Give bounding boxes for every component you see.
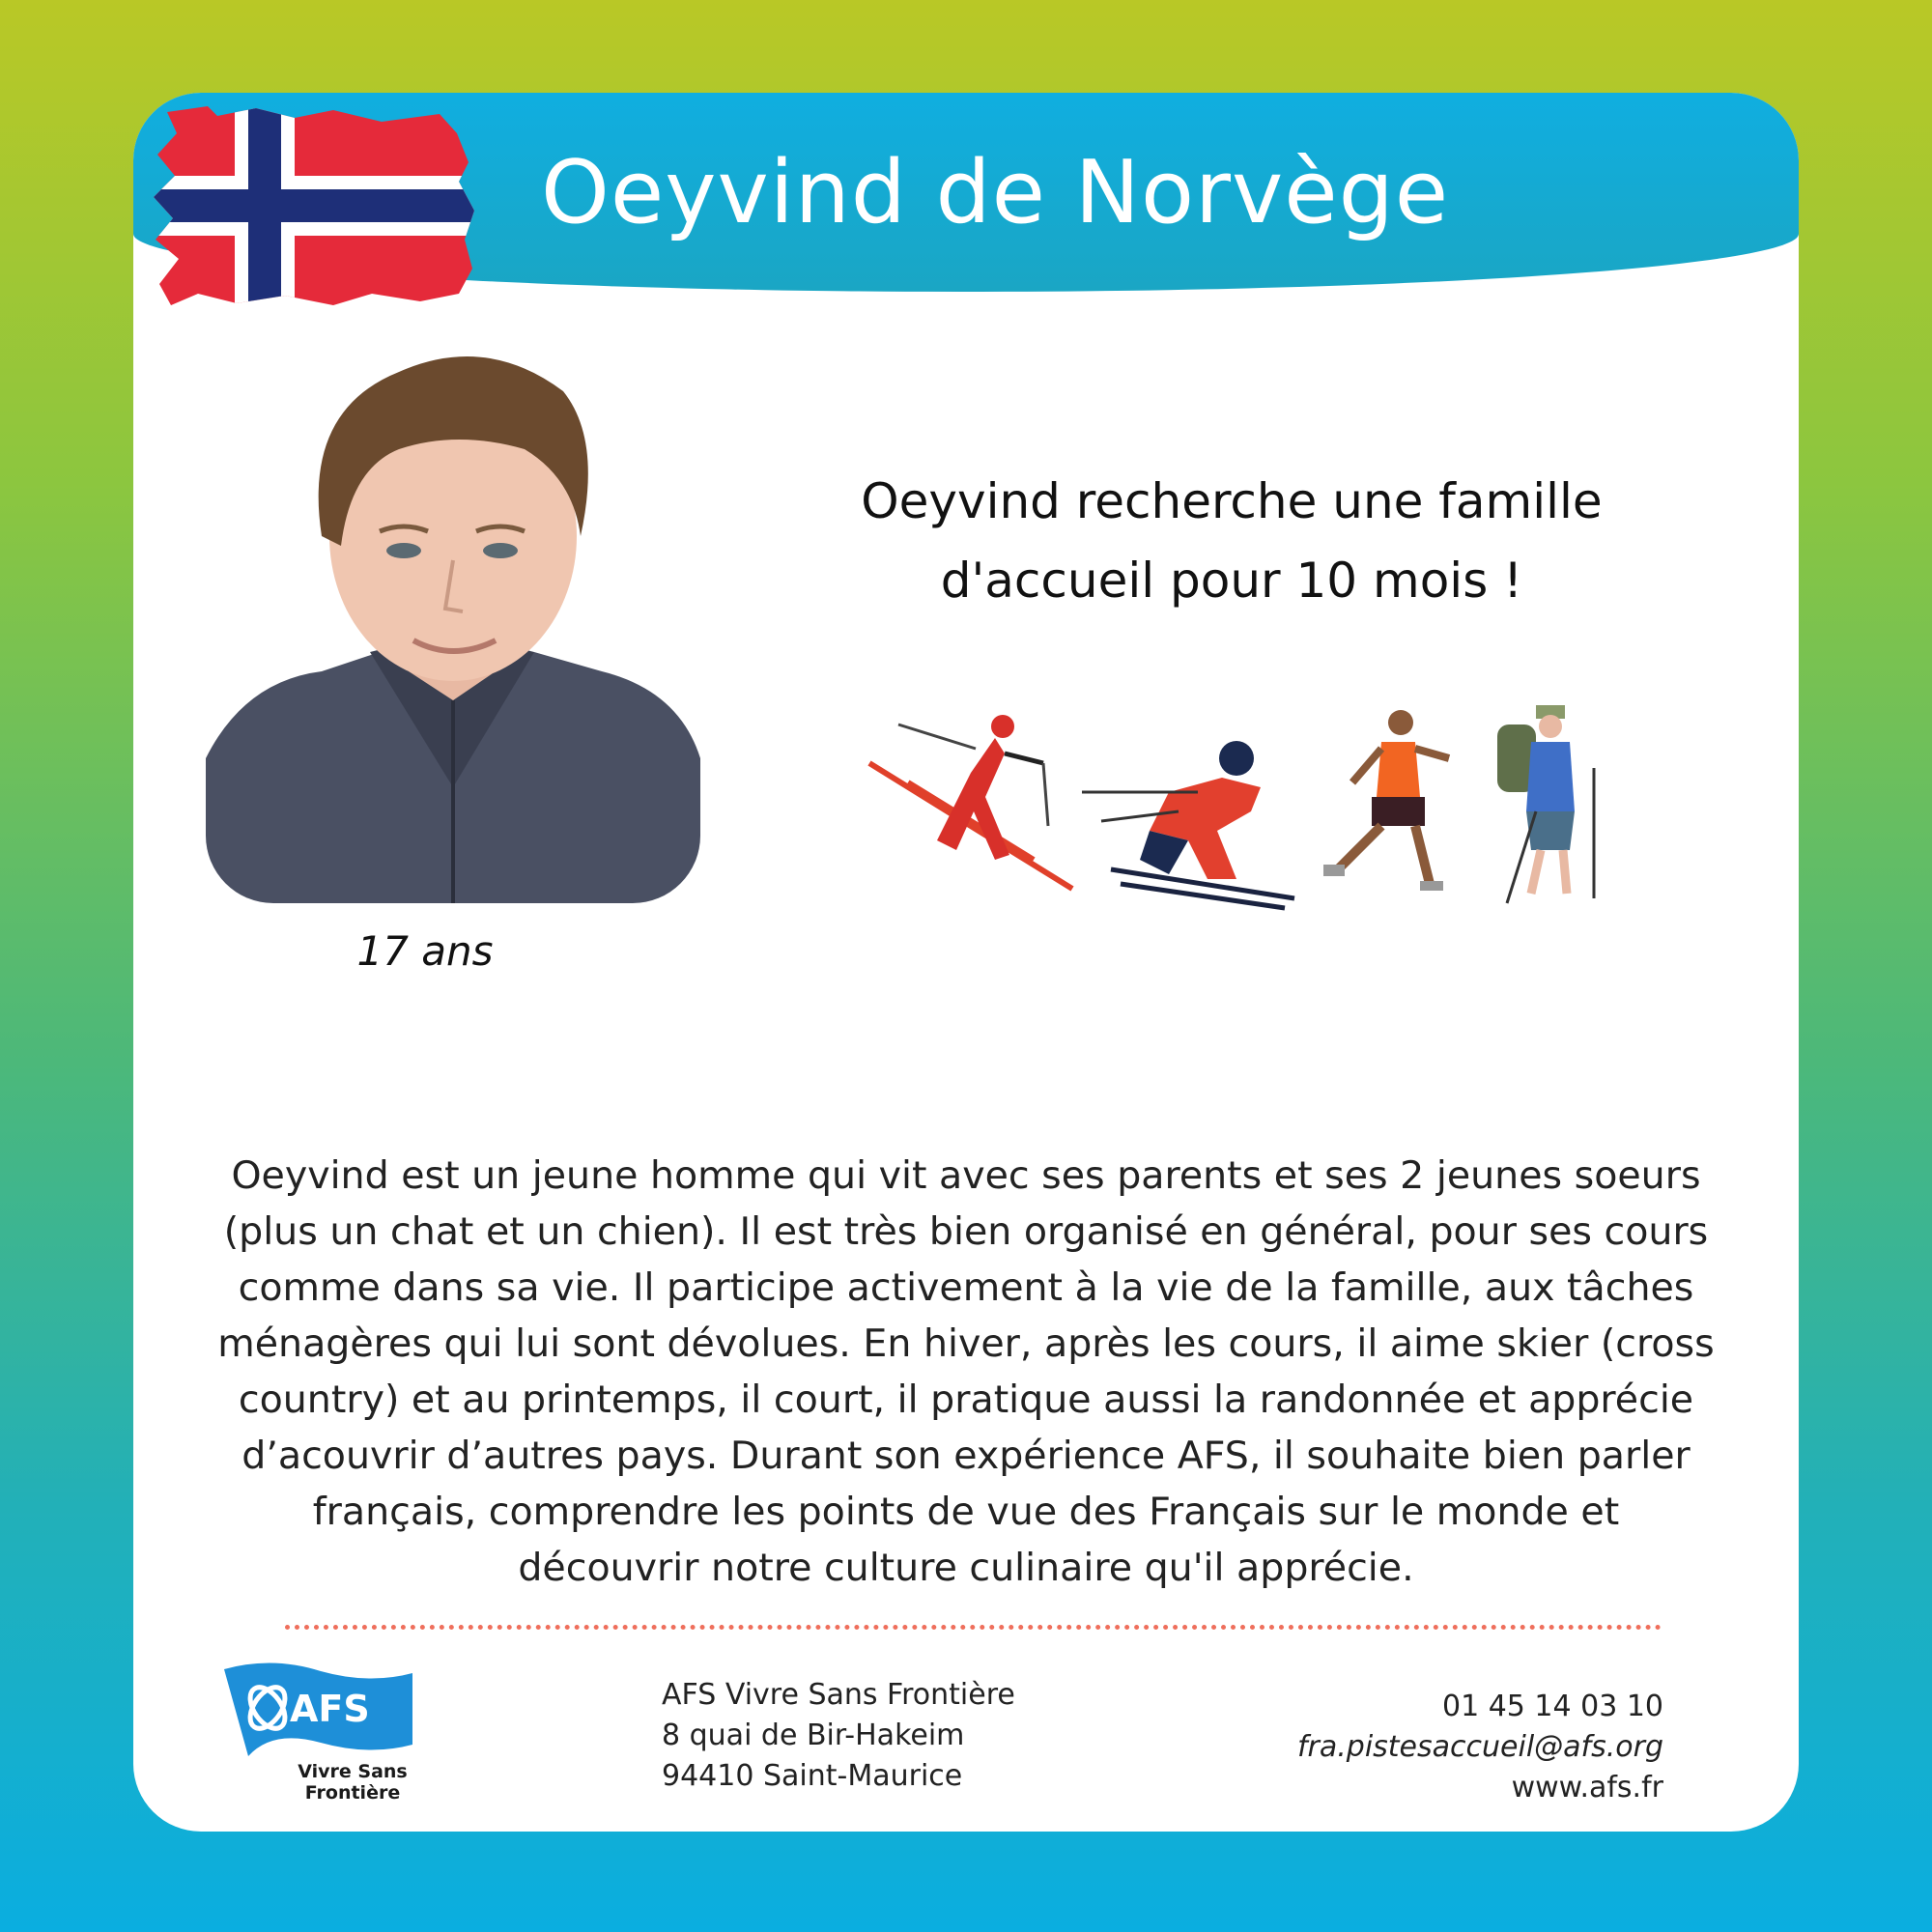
bio-line: (plus un chat et un chien). Il est très bien organisé en général, pour ses cours xyxy=(223,1209,1709,1254)
logo-sub-line-2: Frontière xyxy=(304,1782,401,1804)
headline-line-2: d'accueil pour 10 mois ! xyxy=(940,553,1523,609)
dotted-divider xyxy=(285,1625,1662,1630)
bio-line: Oeyvind est un jeune homme qui vit avec ses parents et ses 2 jeunes soeurs xyxy=(231,1153,1701,1198)
logo-brand: AFS xyxy=(290,1688,370,1730)
address-city: 94410 Saint-Maurice xyxy=(662,1759,963,1793)
contact-email[interactable]: fra.pistesaccueil@afs.org xyxy=(1296,1730,1663,1764)
contact-block xyxy=(1159,1687,1663,1808)
headline-line-1: Oeyvind recherche une famille xyxy=(861,473,1603,529)
address-block xyxy=(662,1675,1164,1797)
bio-line: français, comprendre les points de vue des Français sur le monde et xyxy=(312,1490,1620,1534)
bio-line: découvrir notre culture culinaire qu'il apprécie. xyxy=(518,1546,1414,1590)
contact-phone: 01 45 14 03 10 xyxy=(1441,1690,1663,1723)
logo-sub-line-1: Vivre Sans xyxy=(298,1761,408,1782)
bio-line: comme dans sa vie. Il participe activement à la vie de la famille, aux tâches xyxy=(238,1265,1694,1310)
cross-country-skier-icon xyxy=(860,705,1082,902)
bio-text xyxy=(184,1148,1748,1596)
bio-line: ménagères qui lui sont dévolues. En hiver, après les cours, il aime skier (cross xyxy=(217,1321,1715,1366)
runner-icon xyxy=(1323,705,1459,902)
contact-website[interactable]: www.afs.fr xyxy=(1511,1771,1663,1804)
age-label: 17 ans xyxy=(356,927,494,975)
norway-flag-icon xyxy=(150,104,478,307)
downhill-skier-icon xyxy=(1082,734,1304,922)
address-org: AFS Vivre Sans Frontière xyxy=(662,1678,1015,1712)
hiker-icon xyxy=(1478,705,1604,912)
bio-line: country) et au printemps, il court, il pratique aussi la randonnée et apprécie xyxy=(238,1378,1694,1422)
student-portrait xyxy=(206,333,700,903)
address-street: 8 quai de Bir-Hakeim xyxy=(662,1719,965,1752)
headline xyxy=(734,462,1729,620)
bio-line: d’acouvrir d’autres pays. Durant son expérience AFS, il souhaite bien parler xyxy=(242,1434,1690,1478)
page-title: Oeyvind de Norvège xyxy=(541,142,1450,243)
logo-subtitle xyxy=(290,1761,415,1804)
activity-icons xyxy=(850,705,1623,918)
